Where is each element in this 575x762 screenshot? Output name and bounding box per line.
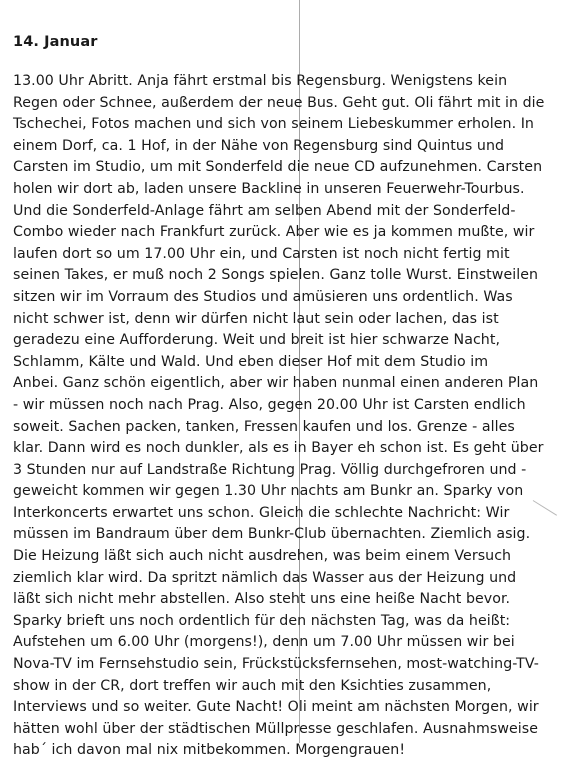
text-line: läßt sich nicht mehr abstellen. Also steht uns eine heiße Nacht bevor.: [13, 591, 511, 608]
text-line: hätten wohl über der städtischen Müllpresse geschlafen. Ausnahmsweise: [13, 720, 538, 737]
text-line: Und die Sonderfeld-Anlage fährt am selben Abend mit der Sonderfeld-: [13, 202, 516, 219]
text-line: einem Dorf, ca. 1 Hof, in der Nähe von Regensburg sind Quintus und: [13, 137, 505, 154]
text-line: Regen oder Schnee, außerdem der neue Bus. Geht gut. Oli fährt mit in die: [13, 94, 545, 111]
text-line: ziemlich klar wird. Da spritzt nämlich das Wasser aus der Heizung und: [13, 569, 517, 586]
text-line: 13.00 Uhr Abritt. Anja fährt erstmal bis Regensburg. Wenigstens kein: [13, 73, 508, 89]
text-line: - wir müssen noch nach Prag. Also, gegen 20.00 Uhr ist Carsten endlich: [13, 396, 526, 413]
text-line: Nova-TV im Fernsehstudio sein, Frückstücksfernsehen, most-watching-TV-: [13, 656, 539, 673]
text-line: geweicht kommen wir gegen 1.30 Uhr nachts am Bunkr an. Sparky von: [13, 483, 524, 500]
text-line: Aufstehen um 6.00 Uhr (morgens!), denn um 7.00 Uhr müssen wir bei: [13, 634, 515, 651]
text-line: klar. Dann wird es noch dunkler, als es in Bayer eh schon ist. Es geht über: [13, 440, 544, 457]
text-line: müssen im Bandraum über dem Bunkr-Club übernachten. Ziemlich asig.: [13, 526, 531, 543]
text-line: holen wir dort ab, laden unsere Backline in unseren Feuerwehr-Tourbus.: [13, 180, 525, 197]
text-line: Carsten im Studio, um mit Sonderfeld die neue CD aufzunehmen. Carsten: [13, 159, 543, 176]
text-line: geradezu eine Aufforderung. Weit und breit ist hier schwarze Nacht,: [13, 332, 501, 349]
text-line: seinen Takes, er muß noch 2 Songs spielen. Ganz tolle Wurst. Einstweilen: [13, 267, 539, 284]
text-line: Tschechei, Fotos machen und sich von seinem Liebeskummer erholen. In: [13, 116, 534, 133]
text-line: Interviews und so weiter. Gute Nacht! Oli meint am nächsten Morgen, wir: [13, 699, 539, 716]
page-heading: 14. Januar: [13, 34, 98, 50]
text-line: sitzen wir im Vorraum des Studios und amüsieren uns ordentlich. Was: [13, 288, 513, 305]
body-text: [13, 71, 571, 762]
text-line: Interkoncerts erwartet uns schon. Gleich die schlechte Nachricht: Wir: [13, 504, 510, 521]
text-line: Schlamm, Kälte und Wald. Und eben dieser Hof mit dem Studio im: [13, 353, 489, 370]
text-line: Anbei. Ganz schön eigentlich, aber wir haben nunmal einen anderen Plan: [13, 375, 539, 392]
text-line: show in der CR, dort treffen wir auch mit den Ksichties zusammen,: [13, 677, 492, 694]
text-line: laufen dort so um 17.00 Uhr ein, und Carsten ist noch nicht fertig mit: [13, 245, 510, 262]
text-line: 3 Stunden nur auf Landstraße Richtung Prag. Völlig durchgefroren und -: [13, 461, 527, 478]
text-line: Sparky brieft uns noch ordentlich für den nächsten Tag, was da heißt:: [13, 612, 511, 629]
text-line: Combo wieder nach Frankfurt zurück. Aber wie es ja kommen mußte, wir: [13, 224, 535, 241]
text-line: hab´ ich davon mal nix mitbekommen. Morgengrauen!: [13, 742, 406, 759]
text-line: Die Heizung läßt sich auch nicht ausdrehen, was beim einem Versuch: [13, 548, 512, 565]
text-line: nicht schwer ist, denn wir dürfen nicht laut sein oder lachen, das ist: [13, 310, 499, 327]
text-line: soweit. Sachen packen, tanken, Fressen kaufen und los. Grenze - alles: [13, 418, 515, 435]
